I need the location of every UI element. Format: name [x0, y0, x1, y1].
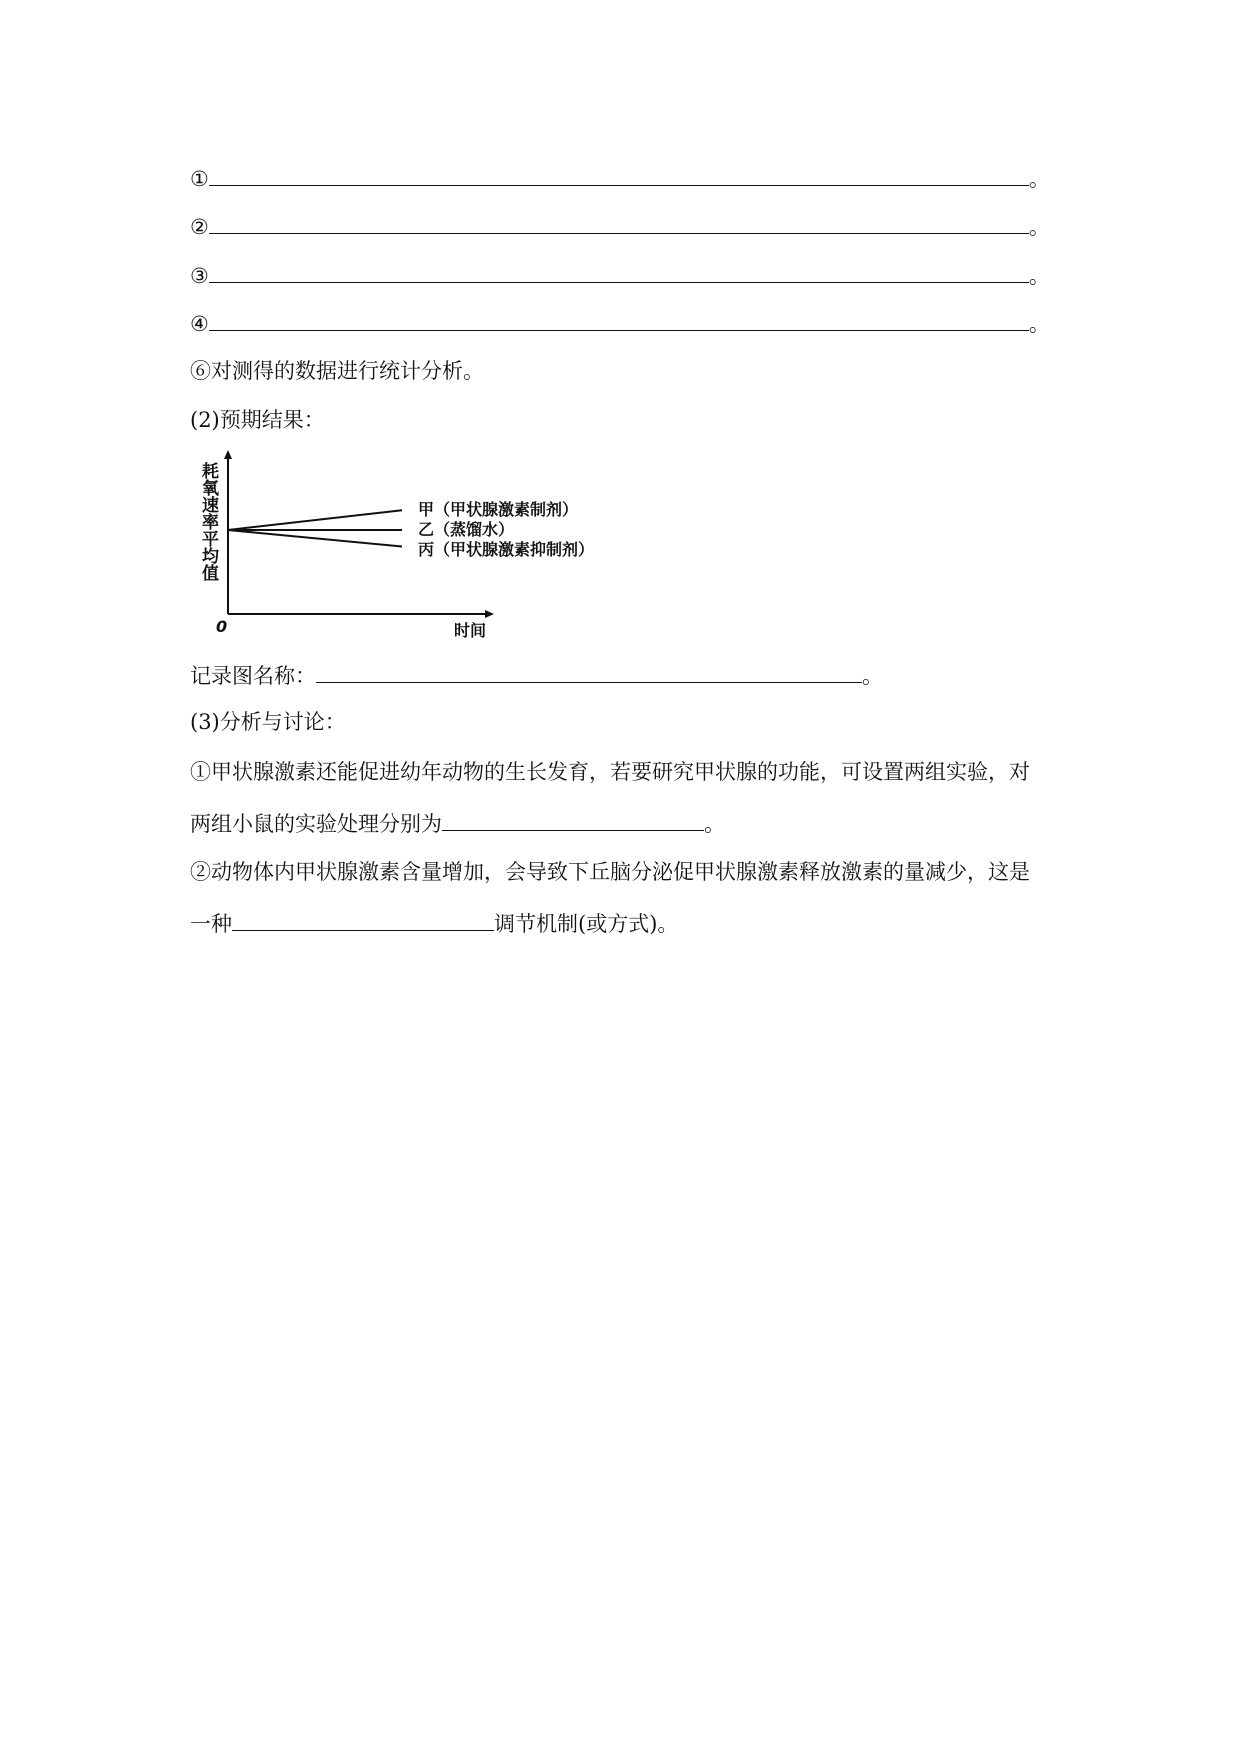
- question-2-line-2: [190, 908, 678, 938]
- series-line-3: [228, 530, 402, 547]
- series-line-1: [228, 510, 402, 530]
- y-axis-label: 耗氧速率平均值: [198, 462, 218, 581]
- origin-label: 0: [216, 617, 228, 636]
- question-1-end: 。: [704, 812, 725, 836]
- series-label-2: 乙（蒸馏水）: [418, 520, 515, 539]
- step-2-number: ②: [190, 215, 209, 239]
- step-2-end: 。: [1028, 215, 1050, 239]
- step-3-blank[interactable]: [209, 260, 1029, 283]
- step-2-line: [190, 211, 1050, 241]
- question-1-line-1: ①甲状腺激素还能促进幼年动物的生长发育，若要研究甲状腺的功能，可设置两组实验，对: [190, 760, 1030, 784]
- section-2-heading: (2)预期结果：: [190, 408, 325, 432]
- step-2-blank[interactable]: [209, 211, 1029, 234]
- x-axis-label: 时间: [454, 621, 487, 640]
- question-1-prefix: 两组小鼠的实验处理分别为: [190, 812, 442, 836]
- series-label-1: 甲（甲状腺激素制剂）: [418, 500, 579, 519]
- question-2-blank[interactable]: [232, 908, 494, 931]
- step-3-number: ③: [190, 264, 209, 288]
- question-2-suffix: 调节机制(或方式)。: [494, 912, 679, 936]
- series-layer: [228, 500, 594, 559]
- step-3-end: 。: [1028, 264, 1050, 288]
- record-label: 记录图名称：: [190, 664, 316, 688]
- question-1-line-2: [190, 808, 725, 838]
- step-3-line: [190, 260, 1050, 290]
- record-end: 。: [862, 664, 883, 688]
- step-1-line: [190, 163, 1050, 193]
- question-2-line-1: ②动物体内甲状腺激素含量增加，会导致下丘脑分泌促甲状腺激素释放激素的量减少，这是: [190, 860, 1030, 884]
- section-3-heading: (3)分析与讨论：: [190, 710, 346, 734]
- series-label-3: 丙（甲状腺激素抑制剂）: [418, 540, 595, 559]
- step-1-number: ①: [190, 167, 209, 191]
- question-1-blank[interactable]: [442, 808, 704, 831]
- oxygen-rate-chart: [190, 440, 640, 640]
- step-1-end: 。: [1028, 167, 1050, 191]
- record-title-blank[interactable]: [316, 660, 862, 683]
- step-4-line: [190, 308, 1050, 338]
- question-2-prefix: 一种: [190, 912, 232, 936]
- record-line: [190, 660, 883, 690]
- step-4-blank[interactable]: [209, 308, 1029, 331]
- step-4-end: 。: [1028, 312, 1050, 336]
- step-1-blank[interactable]: [209, 163, 1029, 186]
- step-6-text: ⑥对测得的数据进行统计分析。: [190, 359, 484, 383]
- step-4-number: ④: [190, 312, 209, 336]
